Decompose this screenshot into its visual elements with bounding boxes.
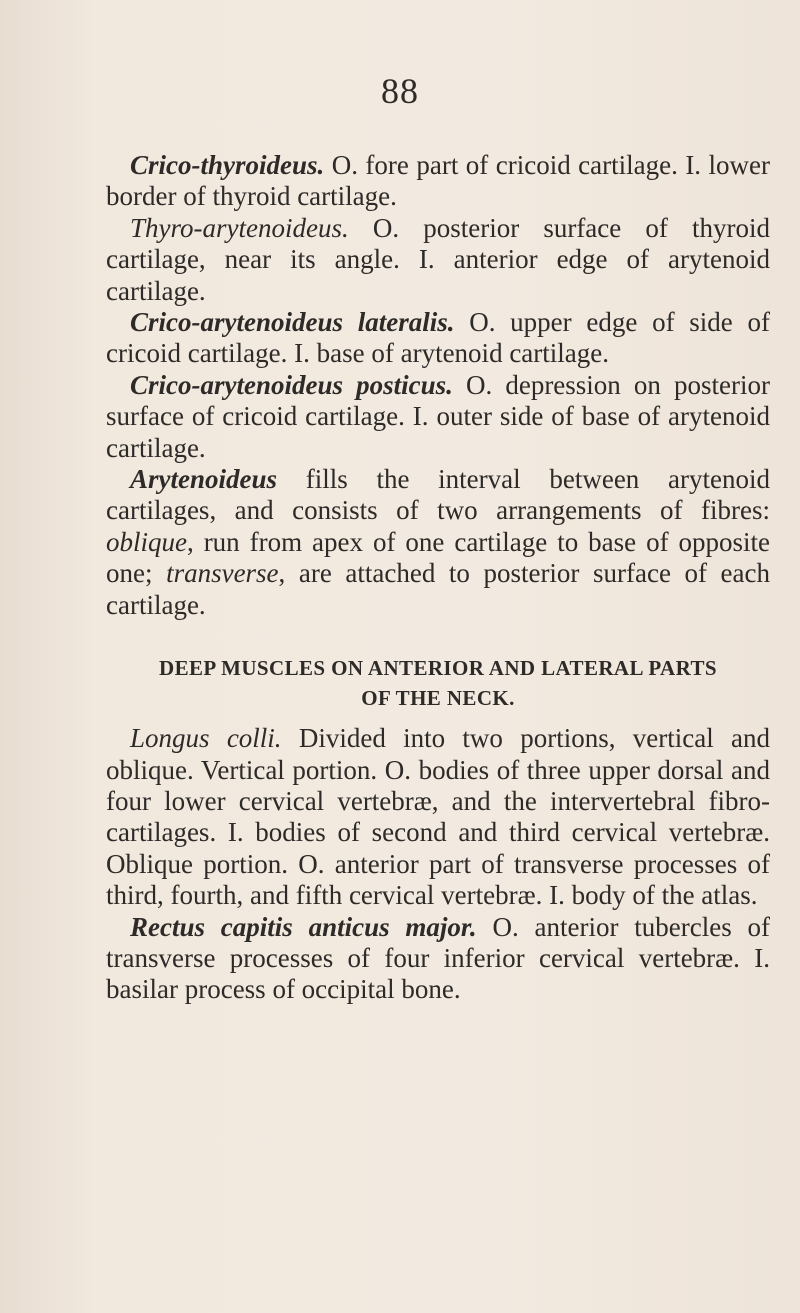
fibre-term-oblique: oblique: [106, 526, 187, 557]
page-body: [106, 150, 770, 1006]
entry-text: Divided into two portions, vertical and oblique. Vertical portion. O. bodies of three upper dorsal and four lower cervical vertebræ, and the intervertebral fibro-cartilages. I. bodies of second and third cervical vertebræ. Oblique portion. O. anterior part of transverse processes of third, fourth, and fifth cervical vertebræ. I. body of the atlas.: [106, 723, 771, 911]
entry-text: O. fore part of cricoid cartilage. I. lower border of thyroid cartilage.: [106, 150, 770, 212]
muscle-name: Crico-arytenoideus posticus.: [130, 369, 453, 400]
entry-rectus-capitis-anticus-major: [106, 912, 770, 1006]
entry-longus-colli: [106, 723, 770, 911]
entry-text: , are attached to posterior surface of each cartilage.: [106, 558, 770, 620]
entry-crico-arytenoideus-posticus: [106, 370, 770, 464]
entry-text: fills the interval between arytenoid cartilages, and consists of two arrangements of fibres:: [106, 464, 770, 526]
muscle-name: Rectus capitis anticus major.: [130, 911, 477, 942]
entry-crico-arytenoideus-lateralis: [106, 307, 770, 370]
muscle-name: Thyro-arytenoideus.: [130, 212, 349, 243]
entry-text: O. upper edge of side of cricoid cartilage. I. base of arytenoid cartilage.: [106, 307, 771, 369]
muscle-name: Crico-arytenoideus lateralis.: [130, 307, 455, 338]
entry-thyro-arytenoideus: [106, 213, 770, 307]
muscle-name: Crico-thyroideus.: [130, 150, 325, 180]
entry-text: O. anterior tubercles of transverse processes of four inferior cervical vertebræ. I. basilar process of occipital bone.: [106, 911, 770, 1005]
page-number: 88: [381, 71, 419, 111]
muscle-name: Longus colli.: [130, 723, 282, 754]
section-heading: [106, 653, 770, 713]
entry-crico-thyroideus: [106, 150, 770, 213]
entry-text: , run from apex of one cartilage to base of opposite one;: [106, 526, 770, 589]
entry-text: O. posterior surface of thyroid cartilage, near its angle. I. anterior edge of arytenoid cartilage.: [106, 212, 770, 306]
section-heading-line-1: DEEP MUSCLES ON ANTERIOR AND LATERAL PARTS: [159, 656, 717, 681]
entry-arytenoideus: [106, 464, 770, 621]
section-heading-line-2: OF THE NECK.: [361, 686, 515, 711]
muscle-name: Arytenoideus: [130, 464, 278, 495]
fibre-term-transverse: transverse: [166, 558, 279, 589]
entry-text: O. depression on posterior surface of cricoid cartilage. I. outer side of base of arytenoid cartilage.: [106, 369, 771, 463]
